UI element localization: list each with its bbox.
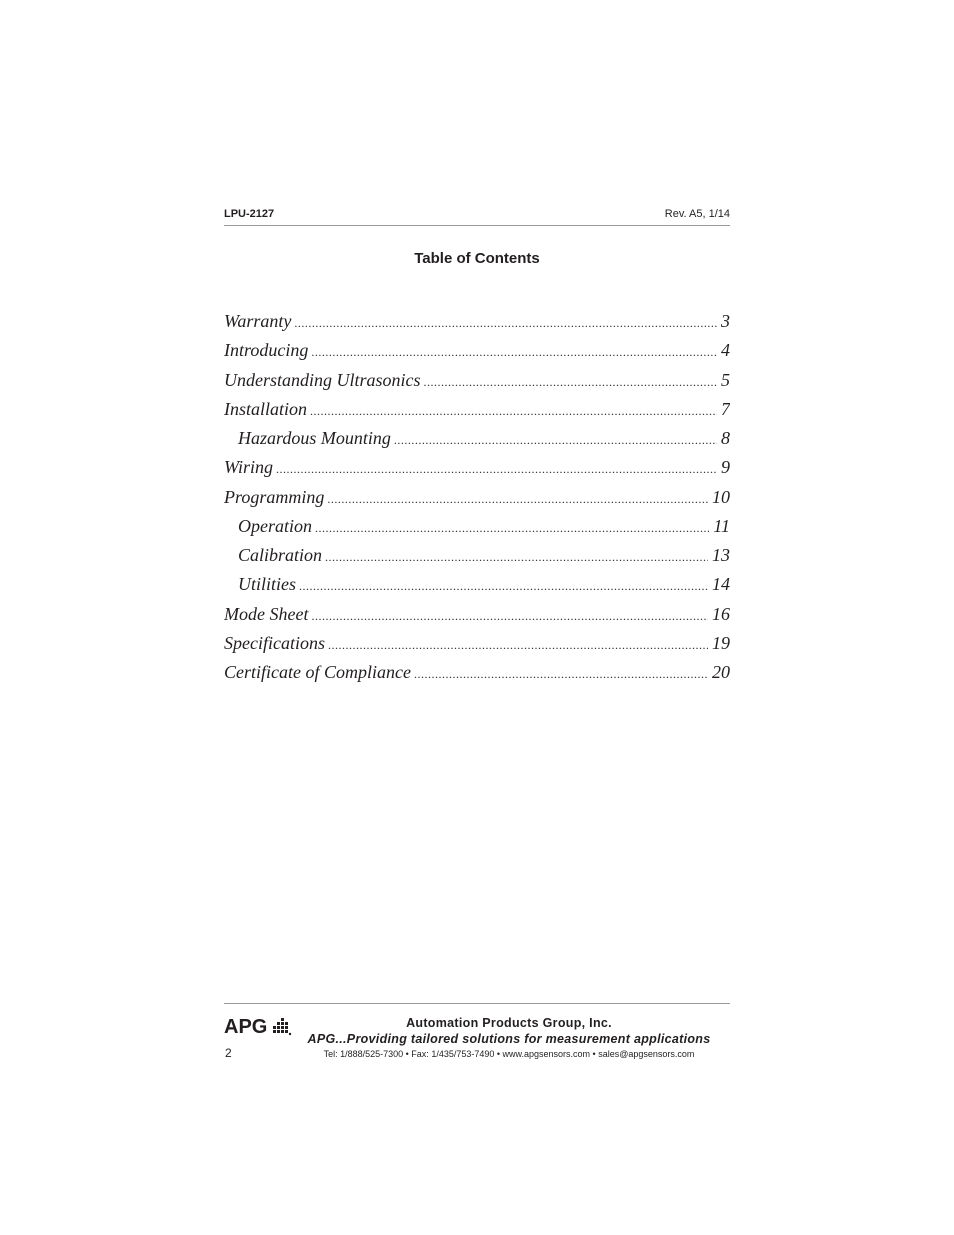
toc-entry-label: Warranty — [224, 311, 292, 331]
toc-entry-page: 4 — [721, 340, 730, 361]
apg-logo-text: APG — [224, 1016, 268, 1037]
toc-entry[interactable] — [224, 542, 730, 571]
toc-entry-page: 20 — [712, 662, 730, 682]
toc-entry-page: 19 — [712, 632, 730, 653]
toc-entry[interactable] — [224, 396, 730, 425]
toc-entry-label: Introducing — [224, 340, 309, 361]
toc-entry-page: 14 — [712, 574, 730, 595]
toc-leader-dots — [325, 544, 708, 570]
toc-entry[interactable] — [224, 425, 730, 454]
toc-entry-label: Operation — [238, 515, 312, 536]
toc-entry-page: 8 — [721, 428, 730, 448]
page-title: Table of Contents — [414, 250, 540, 267]
apg-logo — [224, 1013, 294, 1037]
page-number: 2 — [225, 1046, 232, 1060]
toc-entry-label: Hazardous Mounting — [238, 428, 391, 448]
toc-leader-dots — [414, 661, 708, 687]
toc-leader-dots — [424, 369, 717, 395]
toc-entry-page: 7 — [721, 398, 730, 419]
document-id: LPU-2127 — [224, 208, 275, 220]
toc-entry[interactable] — [224, 630, 730, 659]
table-of-contents — [224, 308, 730, 688]
toc-entry[interactable] — [224, 513, 730, 542]
toc-leader-dots — [299, 573, 708, 599]
toc-entry-label: Wiring — [224, 457, 274, 478]
toc-entry-label: Programming — [224, 486, 325, 507]
apg-logo-dots — [273, 1018, 291, 1035]
toc-entry[interactable] — [224, 337, 730, 366]
toc-entry-page: 11 — [713, 515, 730, 536]
toc-entry-page: 10 — [712, 486, 730, 507]
toc-entry[interactable] — [224, 454, 730, 483]
toc-entry[interactable] — [224, 601, 730, 630]
toc-entry-label: Understanding Ultrasonics — [224, 369, 421, 390]
toc-leader-dots — [294, 310, 717, 336]
toc-leader-dots — [327, 486, 708, 512]
toc-entry-label: Calibration — [238, 545, 323, 565]
toc-entry-label: Mode Sheet — [224, 603, 309, 624]
toc-entry-page: 13 — [712, 545, 730, 565]
toc-entry-page: 5 — [721, 369, 730, 390]
toc-leader-dots — [311, 603, 708, 629]
company-name: Automation Products Group, Inc. — [406, 1016, 612, 1030]
revision-label: Rev. A5, 1/14 — [664, 208, 730, 220]
toc-entry[interactable] — [224, 484, 730, 513]
contact-info: Tel: 1/888/525-7300 • Fax: 1/435/753-7490 • www.apgsensors.com • sales@apgsensors.com — [323, 1049, 695, 1059]
toc-entry[interactable] — [224, 308, 730, 337]
toc-leader-dots — [328, 632, 708, 658]
company-tagline: APG...Providing tailored solutions for measurement applications — [307, 1032, 711, 1046]
toc-entry[interactable] — [224, 367, 730, 396]
toc-entry-label: Utilities — [238, 574, 296, 595]
toc-entry-label: Installation — [224, 398, 308, 419]
footer-divider — [224, 1003, 730, 1004]
toc-entry[interactable] — [224, 571, 730, 600]
toc-entry[interactable] — [224, 659, 730, 688]
toc-entry-page: 3 — [721, 311, 730, 331]
toc-leader-dots — [310, 398, 717, 424]
toc-entry-page: 9 — [721, 457, 730, 478]
toc-leader-dots — [311, 339, 717, 365]
page-header — [224, 208, 730, 226]
toc-entry-label: Certificate of Compliance — [224, 662, 411, 682]
toc-entry-label: Specifications — [224, 632, 325, 653]
toc-leader-dots — [394, 427, 717, 453]
toc-leader-dots — [276, 456, 717, 482]
toc-leader-dots — [315, 515, 709, 541]
toc-entry-page: 16 — [712, 603, 730, 624]
